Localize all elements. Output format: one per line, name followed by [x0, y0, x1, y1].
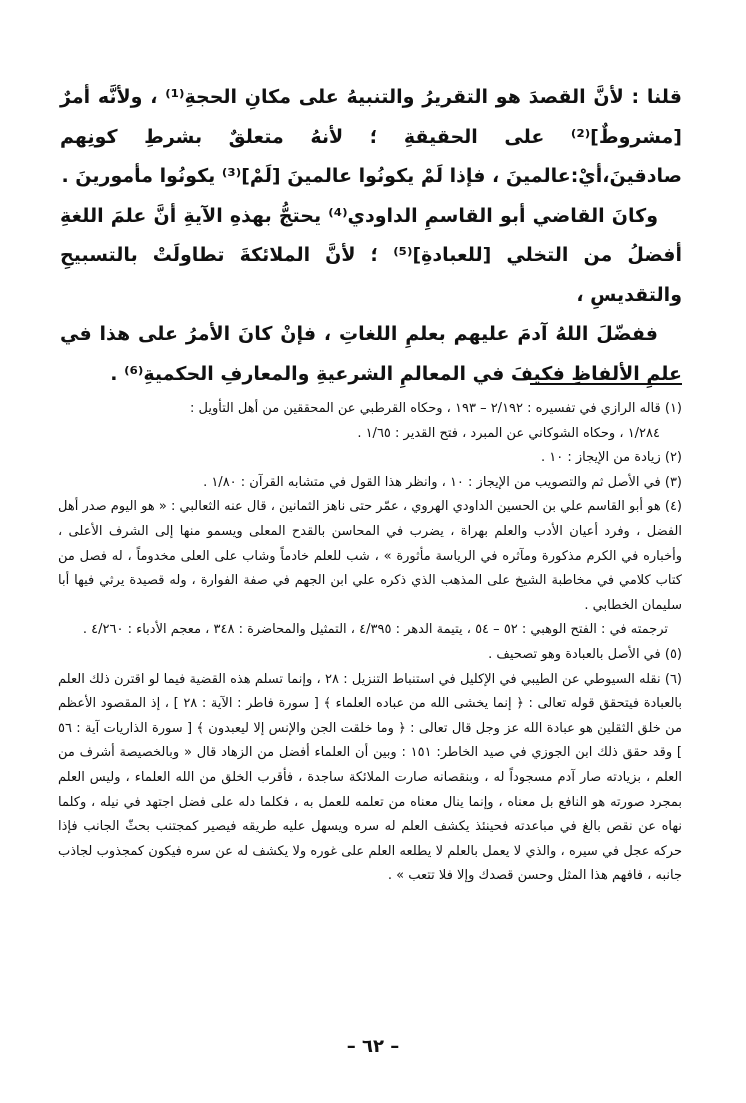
footnote-3: (٣) في الأصل ثم والتصويب من الإيجاز : ١٠ ، وانظر هذا القول في متشابه القرآن : ١/٨٠ . [203, 474, 682, 490]
footnote-4-sources: ترجمته في : الفتح الوهبي : ٥٢ – ٥٤ ، يتيمة الدهر : ٤/٣٩٥ ، التمثيل والمحاضرة : ٣٤٨ ، معجم الأدباء : ٤/٢٦٠ . [82, 622, 668, 638]
page-number: – ٦٢ – [346, 1036, 400, 1057]
paragraph-2: وكانَ القاضي أبو القاسمِ الداودي⁽⁴⁾ يحتجُّ بهذهِ الآيةِ أنَّ علمَ اللغةِ أفضلُ من التخلي [للعبادةِ]⁽⁵⁾ ؛ لأنَّ الملائكةَ تطاولَتْ بالتسبيحِ والتقديسِ ، [60, 204, 682, 306]
footnote-1-continuation: ١/٢٨٤ ، وحكاه الشوكاني عن المبرد ، فتح القدير : ١/٦٥ . [357, 425, 660, 441]
footnote-4: (٤) هو أبو القاسم علي بن الحسين الداودي الهروي ، عمّر حتى ناهز الثمانين ، قال عنه الثعالبي : « هو اليوم صدر أهل الفضل ، وفرد أعيان الأدب والعلم بهراة ، يضرب في المحاسن بالقدح المعلى ويسمو منها إلى الشرف الأعلى ، وأخباره في الكرم مذكورة ومآثره في الرياسة مأثورة » ، شب للعلم خادماً وشاب على العلى مخدوماً ، له فصل من كتاب كلامي في مخاطبة الشيخ على المذهب الذي ذكره علي ابن الجهم في صفة الفوارة ، وله قصيدة يرثي فيها أبا سليمان الخطابي . [58, 499, 682, 613]
main-text [60, 78, 682, 394]
paragraph-1: قلنا : لأنَّ القصدَ هو التقريرُ والتنبيهُ على مكانِ الحجةِ⁽¹⁾ ، ولأنَّه أمرٌ [مشروطٌ]⁽²⁾ على الحقيقةِ ؛ لأنهُ متعلقٌ بشرطِ كونِهم صادقينَ،أيْ:عالمينَ ، فإذا لَمْ يكونُوا عالمينَ [لَمْ]⁽³⁾ يكونُوا مأمورينَ . [60, 86, 682, 187]
paragraph-3: ففضّلَ اللهُ آدمَ عليهم بعلمِ اللغاتِ ، فإنْ كانَ الأمرُ على هذا في علمِ الألفاظِ فكيفَ في المعالمِ الشرعيةِ والمعارفِ الحكميةِ⁽⁶⁾ . [60, 323, 682, 385]
footnote-5: (٥) في الأصل بالعبادة وهو تصحيف . [488, 646, 682, 662]
footnote-2: (٢) زيادة من الإيجاز : ١٠ . [540, 450, 682, 466]
footnote-1: (١) قاله الرازي في تفسيره : ٢/١٩٢ – ١٩٣ ، وحكاه القرطبي عن المحققين من أهل التأويل : [190, 401, 682, 416]
footnote-6: (٦) نقله السيوطي عن الطيبي في الإكليل في استنباط التنزيل : ٢٨ ، وإنما تسلم هذه القضية فيما لو اقترن ذلك العلم بالعبادة فيتحقق قوله تعالى : ﴿ إنما يخشى الله من عباده العلماء ﴾ [ سورة فاطر : الآية : ٢٨ ] ، إذ المقصود الأعظم من خلق الثقلين هو عبادة الله عز وجل قال تعالى : ﴿ وما خلقت الجن والإنس إلا ليعبدون ﴾ [ سورة الذاريات آية : ٥٦ ] وقد حقق ذلك ابن الجوزي في صيد الخاطر: ١٥١ : وبين أن العلماء أفضل من الزهاد قال « وبالخصيصة أشرف من العلم ، بزيادته صار آدم مسجوداً له ، وبنقصانه صارت الملائكة ساجدة ، فأقرب الخلق من الله العلماء ، وليس العلم بمجرد صورته هو النافع بل معناه ، وإنما ينال معناه من تعلمه للعمل به ، فكلما دله على فضل اجتهد في نيله ، وكلما نهاه عن نقص بالغ في مباعدته فحينئذ يكشف العلم له سره ويسهل عليه طريقه فيصير كمجتنب بحثّ الجانب فإذا حركه عجل في سيره ، والذي لا يعمل بالعلم لا يطلعه العلم على غوره ولا يكشف له عن سره فيكون كمجذوب لجاذب جانبه ، فافهم هذا المثل وحسن قصدك وإلا فلا تتعب » . [58, 671, 682, 884]
footnote-separator [530, 383, 682, 385]
footnotes [58, 397, 682, 889]
